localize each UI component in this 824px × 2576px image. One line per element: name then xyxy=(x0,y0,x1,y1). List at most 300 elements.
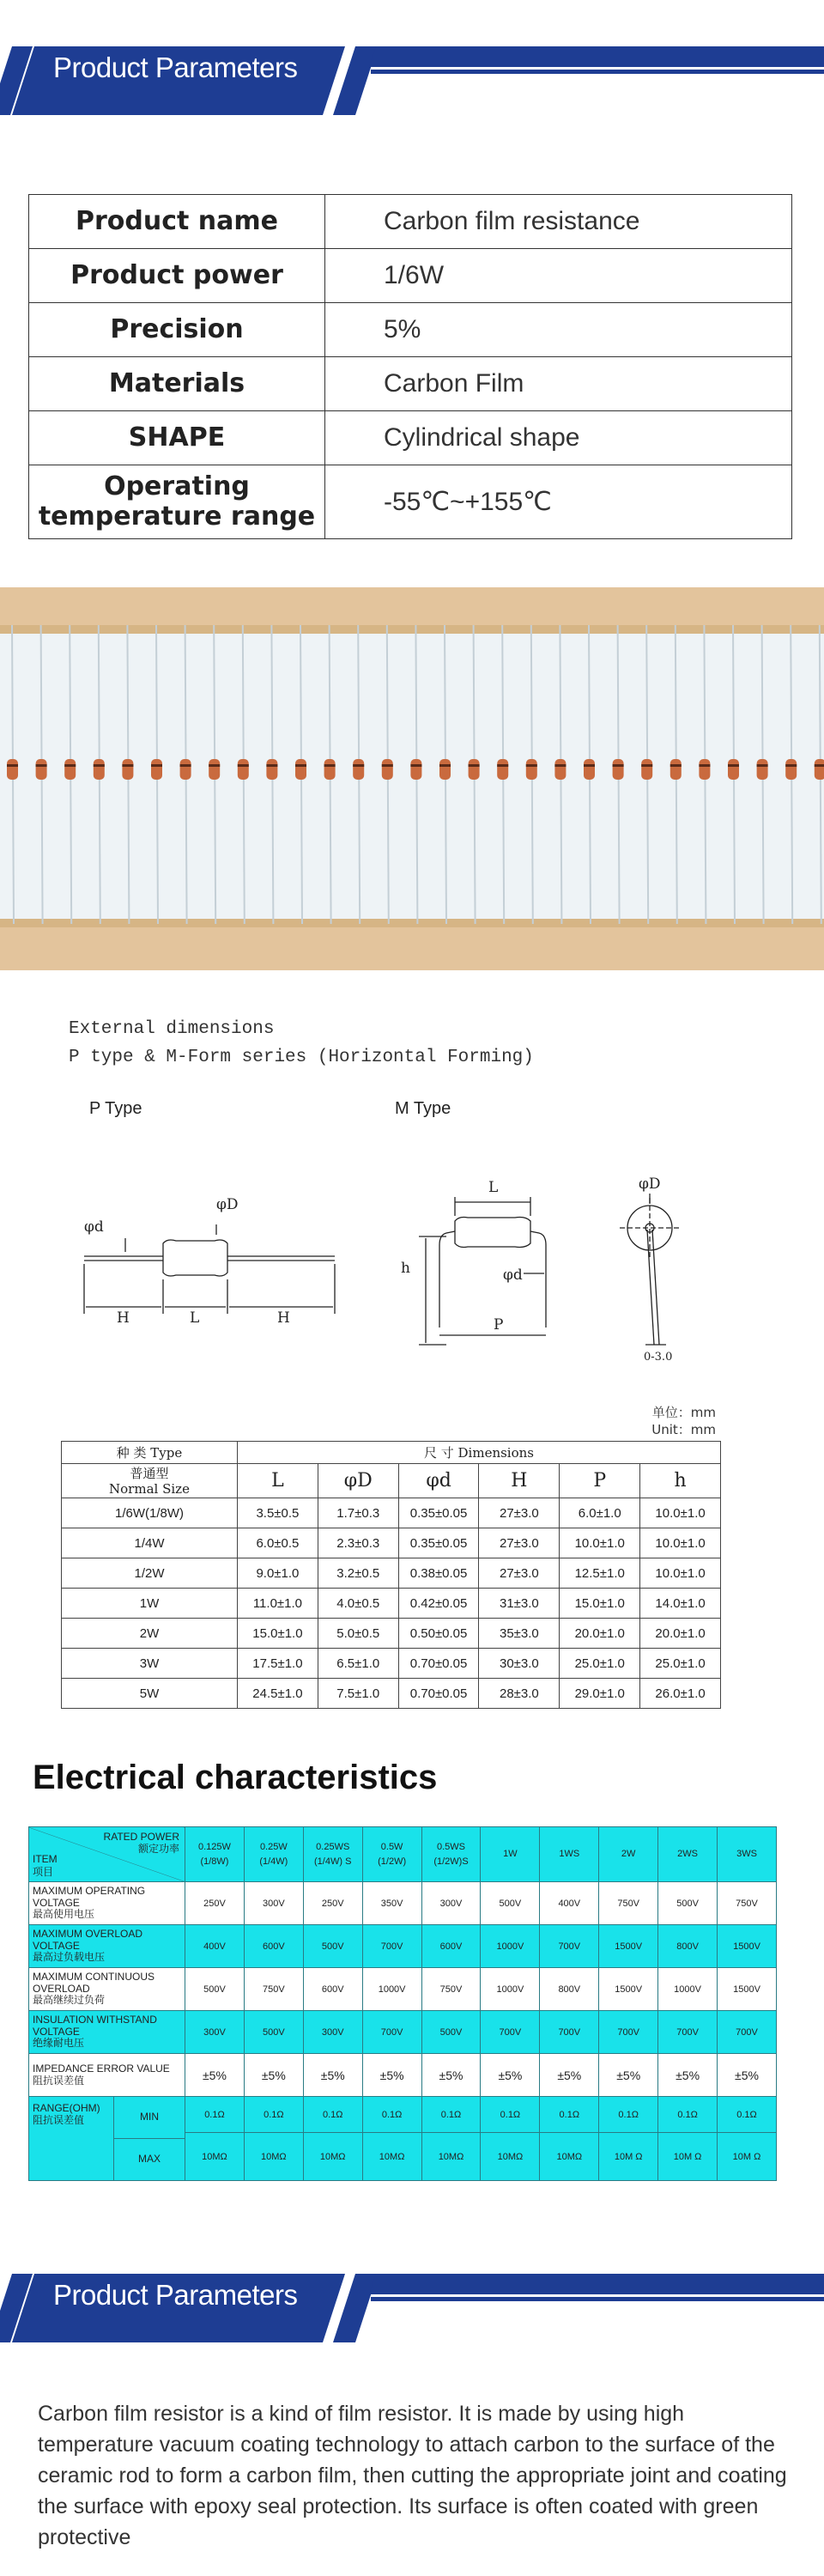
product-photo xyxy=(0,587,824,970)
row-label-en: MAXIMUM CONTINUOUS OVERLOAD xyxy=(33,1970,154,1995)
dim-cell: 6.5±1.0 xyxy=(318,1649,398,1679)
value-cell: 400V xyxy=(540,1882,599,1925)
table-row xyxy=(29,2097,777,2133)
resistor-band xyxy=(151,764,162,767)
resistor-band xyxy=(180,764,191,767)
dim-label-pitch: 0-3.0 xyxy=(644,1351,673,1364)
resistor-band xyxy=(36,764,47,767)
header-dimensions: 尺 寸 Dimensions xyxy=(238,1442,721,1464)
header-normal-en: Normal Size xyxy=(109,1480,190,1497)
dimensions-table xyxy=(61,1441,721,1709)
max-value-cell: 10MΩ xyxy=(362,2133,421,2181)
resistor-body xyxy=(526,759,537,780)
dim-cell: 10.0±1.0 xyxy=(640,1528,721,1558)
value-cell: 1500V xyxy=(599,1925,658,1968)
max-value-cell: 10M Ω xyxy=(658,2133,718,2181)
value-cell: 500V xyxy=(481,1882,540,1925)
row-label-en: IMPEDANCE ERROR VALUE xyxy=(33,2062,170,2075)
value-cell: 500V xyxy=(303,1925,362,1968)
col-h: h xyxy=(640,1464,721,1498)
resistor-band xyxy=(670,764,682,767)
resistor-band xyxy=(238,764,249,767)
resistor-band xyxy=(122,764,133,767)
dim-label-H-left: H xyxy=(117,1309,130,1327)
banner-title: Product Parameters xyxy=(53,52,298,83)
min-label: MIN xyxy=(114,2097,185,2139)
col-P: P xyxy=(560,1464,640,1498)
rated-power-value: 2WS xyxy=(677,1849,698,1860)
value-cell: 700V xyxy=(599,2011,658,2054)
header-item-cn: 项目 xyxy=(33,1865,54,1878)
unit-cn: 单位：mm xyxy=(651,1405,716,1420)
value-cell: 300V xyxy=(185,2011,245,2054)
dim-cell: 25.0±1.0 xyxy=(640,1649,721,1679)
value-cell: 750V xyxy=(244,1968,303,2011)
resistor-body xyxy=(266,759,277,780)
dim-cell: 27±3.0 xyxy=(479,1528,560,1558)
dim-cell: 35±3.0 xyxy=(479,1619,560,1649)
table-row xyxy=(29,2054,777,2097)
rated-power-cell xyxy=(362,1827,421,1882)
dim-cell: 0.70±0.05 xyxy=(398,1649,479,1679)
rated-power-fraction: (1/2W)S xyxy=(433,1856,469,1867)
type-cell: 1/4W xyxy=(62,1528,238,1558)
resistor-band xyxy=(641,764,652,767)
resistor-band xyxy=(469,764,480,767)
param-value: Carbon Film xyxy=(325,357,792,411)
col-L: L xyxy=(238,1464,318,1498)
rated-power-fraction: (1/4W) S xyxy=(314,1856,352,1867)
value-cell: ±5% xyxy=(244,2054,303,2097)
dim-label-phi-d: φd xyxy=(84,1218,104,1236)
param-key: SHAPE xyxy=(29,411,325,465)
header-normal-cn: 普通型 xyxy=(130,1465,169,1481)
max-value-cell: 10M Ω xyxy=(599,2133,658,2181)
resistor-band xyxy=(410,764,421,767)
range-label-cn: 阻抗误差值 xyxy=(33,2114,85,2127)
min-value-cell: 0.1Ω xyxy=(185,2097,245,2133)
param-key: Product power xyxy=(29,249,325,303)
dim-cell: 1.7±0.3 xyxy=(318,1498,398,1528)
rated-power-value: 0.25WS xyxy=(316,1842,350,1852)
row-label xyxy=(29,1882,185,1925)
rated-power-value: 0.25W xyxy=(259,1842,288,1852)
value-cell: 500V xyxy=(244,2011,303,2054)
rated-power-cell xyxy=(303,1827,362,1882)
max-value-cell: 10M Ω xyxy=(718,2133,777,2181)
dim-cell: 4.0±0.5 xyxy=(318,1589,398,1619)
resistor-band xyxy=(757,764,768,767)
rated-power-value: 2W xyxy=(621,1849,636,1860)
value-cell: ±5% xyxy=(362,2054,421,2097)
resistor-body xyxy=(324,759,336,780)
param-key xyxy=(29,465,325,539)
header-rated-cn: 额定功率 xyxy=(137,1843,179,1856)
rated-power-cell xyxy=(718,1827,777,1882)
table-row xyxy=(29,303,792,357)
rated-power-value: 1W xyxy=(503,1849,518,1860)
min-value-cell: 0.1Ω xyxy=(718,2097,777,2133)
row-label-cn: 最高使用电压 xyxy=(33,1908,95,1921)
value-cell: 750V xyxy=(718,1882,777,1925)
table-row xyxy=(29,1968,777,2011)
resistor-body xyxy=(815,759,824,780)
table-row xyxy=(29,195,792,249)
unit-en: Unit：mm xyxy=(651,1422,716,1437)
table-row xyxy=(62,1649,721,1679)
table-header-row xyxy=(29,1827,777,1882)
param-key: Materials xyxy=(29,357,325,411)
resistor-band xyxy=(613,764,624,767)
resistor-tape-image xyxy=(0,587,824,970)
resistor-body xyxy=(613,759,624,780)
resistor-band xyxy=(699,764,710,767)
max-value-cell: 10MΩ xyxy=(303,2133,362,2181)
dim-cell: 14.0±1.0 xyxy=(640,1589,721,1619)
param-value: Carbon film resistance xyxy=(325,195,792,249)
resistor-body xyxy=(497,759,508,780)
value-cell: 1000V xyxy=(658,1968,718,2011)
value-cell: ±5% xyxy=(599,2054,658,2097)
table-row xyxy=(62,1589,721,1619)
dim-cell: 10.0±1.0 xyxy=(640,1558,721,1589)
value-cell: 750V xyxy=(421,1968,481,2011)
dim-cell: 11.0±1.0 xyxy=(238,1589,318,1619)
row-label-cn: 绝缘耐电压 xyxy=(33,2037,85,2050)
resistor-body xyxy=(728,759,739,780)
dim-cell: 5.0±0.5 xyxy=(318,1619,398,1649)
col-phi-D: φD xyxy=(318,1464,398,1498)
table-header-row xyxy=(62,1442,721,1464)
dim-cell: 20.0±1.0 xyxy=(560,1619,640,1649)
max-label: MAX xyxy=(137,2153,161,2166)
value-cell: ±5% xyxy=(540,2054,599,2097)
min-value-cell: 0.1Ω xyxy=(540,2097,599,2133)
dim-cell: 30±3.0 xyxy=(479,1649,560,1679)
value-cell: 250V xyxy=(185,1882,245,1925)
resistor-body xyxy=(180,759,191,780)
row-label xyxy=(29,2054,185,2097)
dim-cell: 27±3.0 xyxy=(479,1558,560,1589)
header-item: ITEM xyxy=(33,1853,58,1866)
dim-label-H-right: H xyxy=(277,1309,290,1327)
value-cell: 800V xyxy=(540,1968,599,2011)
value-cell: 1500V xyxy=(599,1968,658,2011)
min-value-cell: 0.1Ω xyxy=(362,2097,421,2133)
dim-cell: 0.35±0.05 xyxy=(398,1498,479,1528)
value-cell: 1500V xyxy=(718,1925,777,1968)
dim-label-phi-D-side: φD xyxy=(639,1176,661,1193)
resistor-band xyxy=(353,764,364,767)
type-cell: 3W xyxy=(62,1649,238,1679)
value-cell: 700V xyxy=(658,2011,718,2054)
rated-power-cell xyxy=(540,1827,599,1882)
min-value-cell: 0.1Ω xyxy=(599,2097,658,2133)
resistor-band xyxy=(64,764,76,767)
dim-cell: 17.5±1.0 xyxy=(238,1649,318,1679)
resistor-body xyxy=(122,759,133,780)
param-key: Product name xyxy=(29,195,325,249)
header-normal xyxy=(62,1464,238,1498)
resistor-band xyxy=(584,764,595,767)
dim-cell: 20.0±1.0 xyxy=(640,1619,721,1649)
header-rated: RATED POWER xyxy=(103,1831,179,1843)
rated-power-value: 3WS xyxy=(736,1849,757,1860)
value-cell: 700V xyxy=(718,2011,777,2054)
dim-cell: 6.0±0.5 xyxy=(238,1528,318,1558)
rated-power-cell xyxy=(421,1827,481,1882)
dim-label-phi-D: φD xyxy=(216,1196,239,1213)
type-cell: 2W xyxy=(62,1619,238,1649)
rated-power-fraction: (1/2W) xyxy=(378,1856,407,1867)
row-label xyxy=(29,1925,185,1968)
resistor-band xyxy=(209,764,220,767)
dim-cell: 0.35±0.05 xyxy=(398,1528,479,1558)
max-value-cell: 10MΩ xyxy=(244,2133,303,2181)
resistor-body xyxy=(469,759,480,780)
value-cell: ±5% xyxy=(658,2054,718,2097)
table-row xyxy=(62,1619,721,1649)
resistor-body xyxy=(382,759,393,780)
value-cell: ±5% xyxy=(185,2054,245,2097)
value-cell: 700V xyxy=(481,2011,540,2054)
param-value: -55℃~+155℃ xyxy=(325,465,792,539)
value-cell: 600V xyxy=(421,1925,481,1968)
max-value-cell: 10MΩ xyxy=(185,2133,245,2181)
value-cell: ±5% xyxy=(481,2054,540,2097)
dim-cell: 10.0±1.0 xyxy=(560,1528,640,1558)
rated-power-fraction: (1/8W) xyxy=(200,1856,229,1867)
resistor-body xyxy=(295,759,306,780)
value-cell: 300V xyxy=(244,1882,303,1925)
min-value-cell: 0.1Ω xyxy=(244,2097,303,2133)
section-banner xyxy=(0,38,824,117)
table-row xyxy=(29,1925,777,1968)
type-cell: 1W xyxy=(62,1589,238,1619)
value-cell: 300V xyxy=(421,1882,481,1925)
table-row xyxy=(62,1558,721,1589)
dim-cell: 0.50±0.05 xyxy=(398,1619,479,1649)
param-value: 1/6W xyxy=(325,249,792,303)
resistor-band xyxy=(554,764,566,767)
resistor-band xyxy=(526,764,537,767)
param-value: Cylindrical shape xyxy=(325,411,792,465)
type-cell: 1/2W xyxy=(62,1558,238,1589)
resistor-body xyxy=(36,759,47,780)
row-label-en: MAXIMUM OPERATING VOLTAGE xyxy=(33,1884,146,1909)
param-key: Precision xyxy=(29,303,325,357)
rated-power-value: 0.125W xyxy=(197,1842,231,1852)
dimensions-title: External dimensions xyxy=(69,1019,275,1039)
dim-cell: 9.0±1.0 xyxy=(238,1558,318,1589)
rated-power-value: 0.5WS xyxy=(437,1842,466,1852)
dim-cell: 26.0±1.0 xyxy=(640,1679,721,1709)
electrical-title: Electrical characteristics xyxy=(33,1759,438,1796)
param-value: 5% xyxy=(325,303,792,357)
rated-power-value: 0.5W xyxy=(380,1842,403,1852)
value-cell: 600V xyxy=(244,1925,303,1968)
rated-power-cell xyxy=(658,1827,718,1882)
resistor-band xyxy=(324,764,336,767)
type-cell: 1/6W(1/8W) xyxy=(62,1498,238,1528)
resistor-body xyxy=(7,759,18,780)
value-cell: ±5% xyxy=(421,2054,481,2097)
type-cell: 5W xyxy=(62,1679,238,1709)
dim-label-h: h xyxy=(401,1260,410,1277)
resistor-band xyxy=(295,764,306,767)
table-row xyxy=(29,249,792,303)
resistor-body xyxy=(699,759,710,780)
rated-power-cell xyxy=(599,1827,658,1882)
dim-cell: 2.3±0.3 xyxy=(318,1528,398,1558)
value-cell: 300V xyxy=(303,2011,362,2054)
dim-cell: 29.0±1.0 xyxy=(560,1679,640,1709)
dim-cell: 6.0±1.0 xyxy=(560,1498,640,1528)
resistor-band xyxy=(785,764,797,767)
resistor-body xyxy=(670,759,682,780)
row-label-cn: 最高过负载电压 xyxy=(33,1951,106,1964)
table-row xyxy=(29,411,792,465)
dim-cell: 0.70±0.05 xyxy=(398,1679,479,1709)
value-cell: 700V xyxy=(362,2011,421,2054)
resistor-band xyxy=(382,764,393,767)
banner-title: Product Parameters xyxy=(53,2279,298,2311)
dim-cell: 0.38±0.05 xyxy=(398,1558,479,1589)
dim-cell: 7.5±1.0 xyxy=(318,1679,398,1709)
value-cell: 700V xyxy=(362,1925,421,1968)
dim-label-L: L xyxy=(190,1309,200,1327)
resistor-band xyxy=(728,764,739,767)
value-cell: 600V xyxy=(303,1968,362,2011)
dim-cell: 24.5±1.0 xyxy=(238,1679,318,1709)
header-corner xyxy=(29,1827,185,1882)
dim-cell: 12.5±1.0 xyxy=(560,1558,640,1589)
resistor-body xyxy=(757,759,768,780)
min-value-cell: 0.1Ω xyxy=(481,2097,540,2133)
value-cell: 800V xyxy=(658,1925,718,1968)
resistor-body xyxy=(209,759,220,780)
resistor-band xyxy=(815,764,824,767)
range-label-en: RANGE(OHM) xyxy=(33,2102,100,2114)
value-cell: 700V xyxy=(540,2011,599,2054)
resistor-band xyxy=(439,764,451,767)
max-value-cell: 10MΩ xyxy=(421,2133,481,2181)
dim-label-P: P xyxy=(494,1316,504,1334)
dim-cell: 27±3.0 xyxy=(479,1498,560,1528)
dim-label-phi-d-m: φd xyxy=(503,1267,523,1284)
table-row xyxy=(29,465,792,539)
p-type-label: P Type xyxy=(89,1099,142,1118)
table-row xyxy=(29,357,792,411)
resistor-band xyxy=(266,764,277,767)
range-label xyxy=(29,2097,185,2181)
value-cell: 1500V xyxy=(718,1968,777,2011)
rated-power-fraction: (1/4W) xyxy=(259,1856,288,1867)
value-cell: 500V xyxy=(421,2011,481,2054)
dim-cell: 15.0±1.0 xyxy=(238,1619,318,1649)
value-cell: 500V xyxy=(658,1882,718,1925)
table-header-row xyxy=(62,1464,721,1498)
resistor-body xyxy=(94,759,105,780)
value-cell: 250V xyxy=(303,1882,362,1925)
dim-cell: 25.0±1.0 xyxy=(560,1649,640,1679)
resistor-body xyxy=(353,759,364,780)
dim-cell: 3.2±0.5 xyxy=(318,1558,398,1589)
value-cell: ±5% xyxy=(303,2054,362,2097)
rated-power-cell xyxy=(185,1827,245,1882)
table-row xyxy=(29,2011,777,2054)
resistor-body xyxy=(64,759,76,780)
row-label xyxy=(29,2011,185,2054)
resistor-band xyxy=(497,764,508,767)
resistor-body xyxy=(785,759,797,780)
product-description: Carbon film resistor is a kind of film resistor. It is made by using high temperature vacuum coating technology to attach carbon to the surface of the ceramic rod to form a carbon film, then cutting the appropriate joint and coating the surface with epoxy seal protection. Its surface is often coated with green protective xyxy=(38,2402,787,2549)
param-key-line: Operating xyxy=(104,471,250,501)
dim-cell: 15.0±1.0 xyxy=(560,1589,640,1619)
resistor-body xyxy=(641,759,652,780)
resistor-band xyxy=(94,764,105,767)
min-value-cell: 0.1Ω xyxy=(658,2097,718,2133)
electrical-table xyxy=(28,1826,777,2181)
row-label-cn: 阻抗误差值 xyxy=(33,2074,85,2087)
col-phi-d: φd xyxy=(398,1464,479,1498)
rated-power-cell xyxy=(481,1827,540,1882)
dim-cell: 3.5±0.5 xyxy=(238,1498,318,1528)
rated-power-value: 1WS xyxy=(559,1849,580,1860)
table-row xyxy=(62,1498,721,1528)
min-value-cell: 0.1Ω xyxy=(303,2097,362,2133)
resistor-body xyxy=(554,759,566,780)
value-cell: 700V xyxy=(540,1925,599,1968)
dim-cell: 28±3.0 xyxy=(479,1679,560,1709)
dimension-drawings xyxy=(0,1142,824,1400)
max-value-cell: 10MΩ xyxy=(540,2133,599,2181)
resistor-body xyxy=(439,759,451,780)
m-type-label: M Type xyxy=(395,1099,451,1118)
resistor-body xyxy=(238,759,249,780)
dim-label-L-m: L xyxy=(488,1179,499,1196)
value-cell: 750V xyxy=(599,1882,658,1925)
value-cell: ±5% xyxy=(718,2054,777,2097)
resistor-body xyxy=(584,759,595,780)
row-label xyxy=(29,1968,185,2011)
col-H: H xyxy=(479,1464,560,1498)
value-cell: 400V xyxy=(185,1925,245,1968)
max-value-cell: 10MΩ xyxy=(481,2133,540,2181)
dim-cell: 0.42±0.05 xyxy=(398,1589,479,1619)
table-row xyxy=(62,1528,721,1558)
param-key-line: temperature range xyxy=(38,501,316,532)
value-cell: 1000V xyxy=(362,1968,421,2011)
min-value-cell: 0.1Ω xyxy=(421,2097,481,2133)
section-banner xyxy=(0,2265,824,2344)
value-cell: 1000V xyxy=(481,1968,540,2011)
value-cell: 1000V xyxy=(481,1925,540,1968)
header-type: 种 类 Type xyxy=(62,1442,238,1464)
resistor-body xyxy=(151,759,162,780)
resistor-body xyxy=(410,759,421,780)
row-label-cn: 最高继续过负荷 xyxy=(33,1994,106,2007)
value-cell: 500V xyxy=(185,1968,245,2011)
value-cell: 350V xyxy=(362,1882,421,1925)
rated-power-cell xyxy=(244,1827,303,1882)
dimensions-subtitle: P type & M-Form series (Horizontal Forming) xyxy=(69,1048,534,1067)
product-params-table xyxy=(28,194,792,539)
dim-cell: 10.0±1.0 xyxy=(640,1498,721,1528)
row-label-en: MAXIMUM OVERLOAD VOLTAGE xyxy=(33,1927,143,1952)
table-row xyxy=(62,1679,721,1709)
resistor-band xyxy=(7,764,18,767)
